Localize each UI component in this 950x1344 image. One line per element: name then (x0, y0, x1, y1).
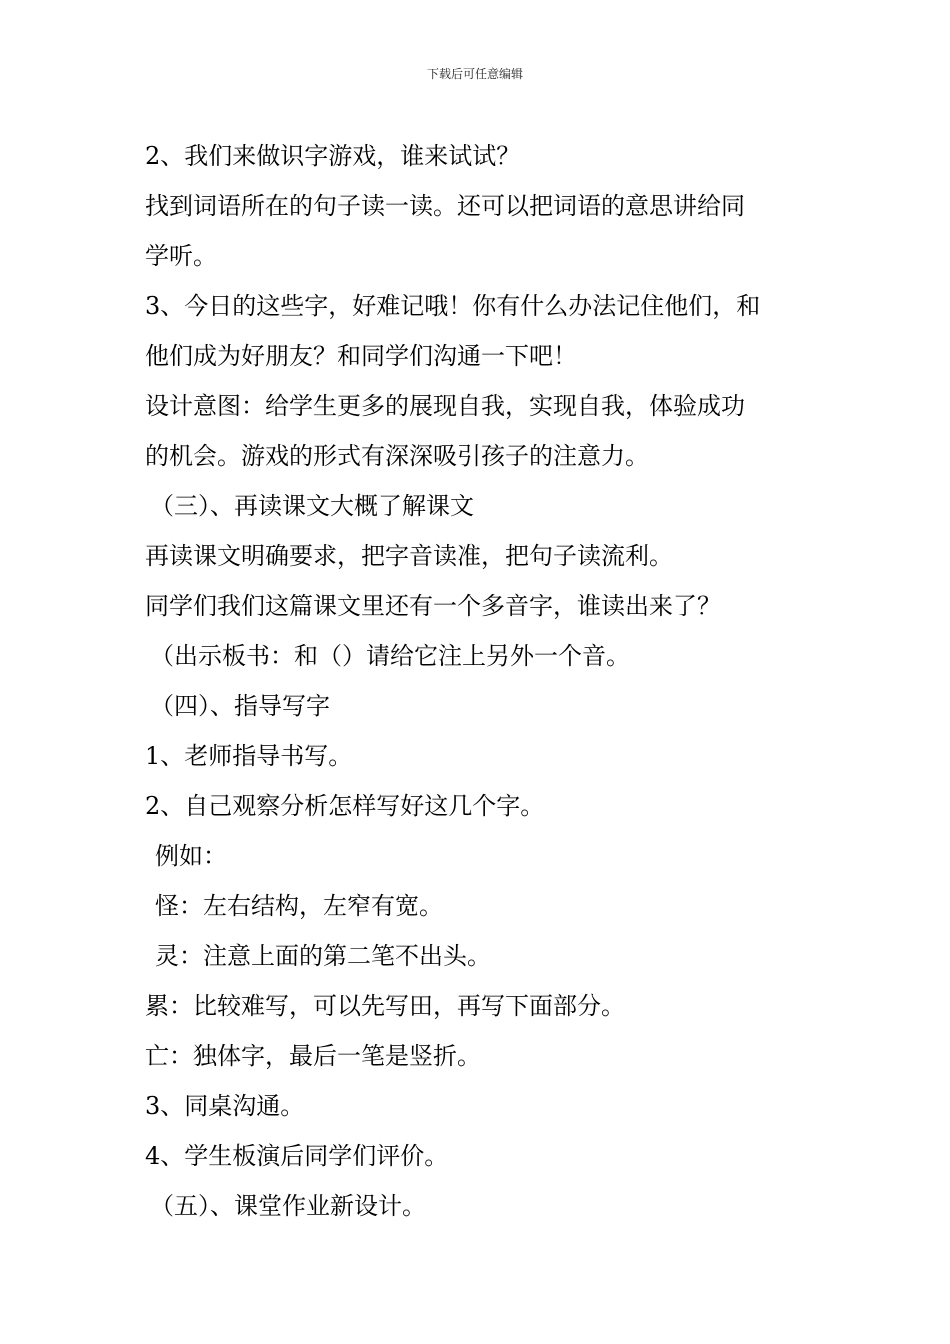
paragraph-line: 2、自己观察分析怎样写好这几个字。 (145, 792, 545, 820)
paragraph-line: 设计意图：给学生更多的展现自我，实现自我，体验成功 (145, 392, 745, 420)
paragraph-line: 3、今日的这些字，好难记哦！你有什么办法记住他们，和 (145, 292, 761, 320)
paragraph-line: 亡：独体字，最后一笔是竖折。 (145, 1042, 481, 1070)
paragraph-line: 怪：左右结构，左窄有宽。 (155, 892, 443, 920)
paragraph-line: 同学们我们这篇课文里还有一个多音字，谁读出来了？ (145, 592, 721, 620)
section-heading: （四）、指导写字 (150, 692, 330, 720)
paragraph-line: 学听。 (145, 242, 217, 270)
document-body (145, 131, 815, 1231)
paragraph-line: 他们成为好朋友？和同学们沟通一下吧！ (145, 342, 577, 370)
page-header: 下载后可任意编辑 (426, 67, 523, 81)
paragraph-line: 的机会。游戏的形式有深深吸引孩子的注意力。 (145, 442, 649, 470)
paragraph-line: 累：比较难写，可以先写田，再写下面部分。 (145, 992, 625, 1020)
section-heading: （五）、课堂作业新设计。 (150, 1192, 426, 1220)
paragraph-line: 灵：注意上面的第二笔不出头。 (155, 942, 491, 970)
paragraph-line: （出示板书：和（）请给它注上另外一个音。 (150, 642, 630, 670)
paragraph-line: 例如： (155, 842, 227, 870)
paragraph-line: 3、同桌沟通。 (145, 1092, 305, 1120)
paragraph-line: 1、老师指导书写。 (145, 742, 353, 770)
paragraph-line: 2、我们来做识字游戏，谁来试试？ (145, 142, 521, 170)
paragraph-line: 再读课文明确要求，把字音读准，把句子读流利。 (145, 542, 673, 570)
paragraph-line: 4、学生板演后同学们评价。 (145, 1142, 449, 1170)
paragraph-line: 找到词语所在的句子读一读。还可以把词语的意思讲给同 (145, 192, 745, 220)
section-heading: （三）、再读课文大概了解课文 (150, 492, 474, 520)
